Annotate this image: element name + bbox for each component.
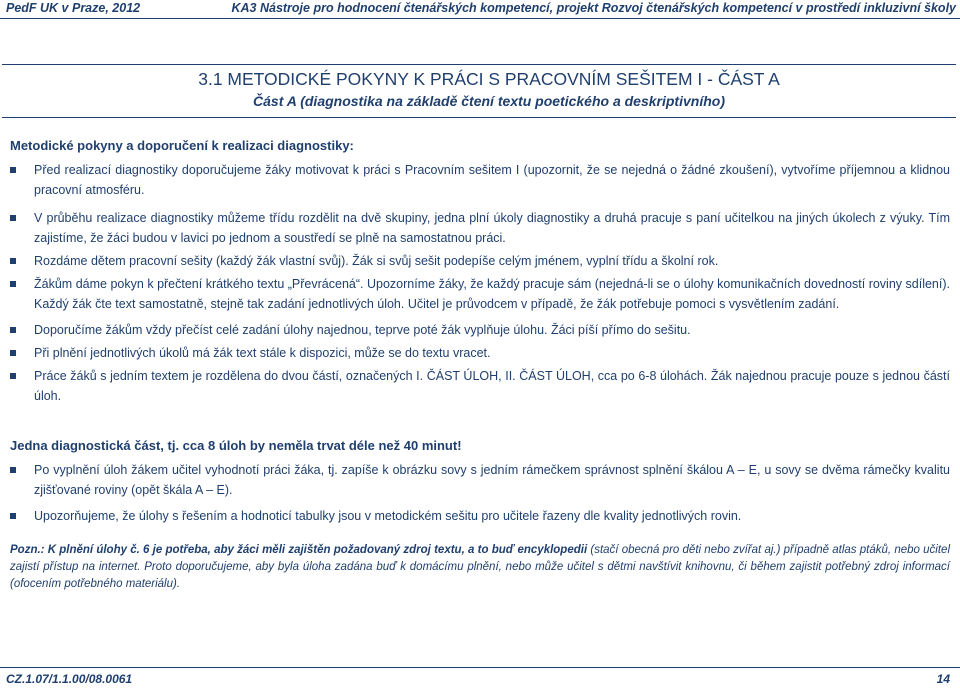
bullet-icon bbox=[10, 513, 16, 519]
list-item-text: Upozorňujeme, že úlohy s řešením a hodnoticí tabulky jsou v metodickém sešitu pro učitele řazeny dle kvality jednotlivých rovin. bbox=[34, 509, 742, 523]
header-divider bbox=[0, 18, 960, 19]
list-item bbox=[10, 366, 950, 406]
list-item bbox=[10, 460, 950, 500]
bullet-icon bbox=[10, 327, 16, 333]
list-item-text: Při plnění jednotlivých úkolů má žák text stále k dispozici, může se do textu vracet. bbox=[34, 346, 491, 360]
time-limit-heading: Jedna diagnostická část, tj. cca 8 úloh by neměla trvat déle než 40 minut! bbox=[10, 438, 462, 453]
page-number: 14 bbox=[936, 672, 950, 686]
list-item-text: Žákům dáme pokyn k přečtení krátkého textu „Převrácená“. Upozorníme žáky, že každý pracuje sám (nejedná-li se o úlohy komunikačních dovedností roviny sdílení). Každý žák čte text samostatně, stejně tak zadání jednotlivých úloh. Učitel je průvodcem v případě, že žák potřebuje pomoci s vysvětlením zadání. bbox=[34, 277, 950, 311]
footnote-rest: (stačí obecná pro děti nebo zvířat aj.) případně atlas ptáků, nebo učitel zajistí přístup na internet. Proto doporučujeme, aby byla úloha zadána buď k domácímu plnění, nebo může učitel s dětmi navštívit knihovnu, či během zajistit potřebný zdroj informací (ofocením potřebného materiálu). bbox=[10, 544, 950, 590]
bullet-icon bbox=[10, 281, 16, 287]
footnote-bold: Pozn.: K plnění úlohy č. 6 je potřeba, aby žáci měli zajištěn požadovaný zdroj textu, a to buď encyklopedii bbox=[10, 544, 588, 556]
instructions-list bbox=[10, 160, 950, 406]
list-item-text: Doporučíme žákům vždy přečíst celé zadání úlohy najednou, teprve poté žák vyplňuje úlohu. Žáci píší přímo do sešitu. bbox=[34, 323, 691, 337]
list-item bbox=[10, 251, 950, 271]
page-title: 3.1 METODICKÉ POKYNY K PRÁCI S PRACOVNÍM SEŠITEM I - ČÁST A bbox=[198, 69, 780, 89]
list-item bbox=[10, 208, 950, 248]
section-heading: Metodické pokyny a doporučení k realizaci diagnostiky: bbox=[10, 138, 354, 153]
list-item bbox=[10, 160, 950, 200]
bullet-icon bbox=[10, 373, 16, 379]
page-subtitle: Část A (diagnostika na základě čtení textu poetického a deskriptivního) bbox=[253, 93, 725, 109]
evaluation-list bbox=[10, 460, 950, 526]
page-header bbox=[0, 0, 960, 18]
title-box bbox=[2, 64, 956, 118]
list-item-text: Rozdáme dětem pracovní sešity (každý žák vlastní svůj). Žák si svůj sešit podepíše celým jménem, vyplní třídu a školní rok. bbox=[34, 254, 719, 268]
list-item bbox=[10, 343, 950, 363]
bullet-icon bbox=[10, 350, 16, 356]
list-item bbox=[10, 320, 950, 340]
bullet-icon bbox=[10, 215, 16, 221]
list-item-text: Po vyplnění úloh žákem učitel vyhodnotí práci žáka, tj. zapíše k obrázku sovy s jedním rámečkem správnost splnění škálou A – E, u sovy se dvěma rámečky kvalitu zjišťované roviny (opět škála A – E). bbox=[34, 463, 950, 497]
bullet-icon bbox=[10, 167, 16, 173]
footer-divider bbox=[0, 667, 960, 668]
list-item-text: Práce žáků s jedním textem je rozdělena do dvou částí, označených I. ČÁST ÚLOH, II. ČÁST ÚLOH, cca po 6-8 úlohách. Žák najednou pracuje pouze s jednou částí úloh. bbox=[34, 369, 950, 403]
header-institution: PedF UK v Praze, 2012 bbox=[6, 1, 141, 15]
list-item bbox=[10, 506, 950, 526]
footer-project-code: CZ.1.07/1.1.00/08.0061 bbox=[6, 672, 133, 686]
list-item-text: Před realizací diagnostiky doporučujeme žáky motivovat k práci s Pracovním sešitem I (upozornit, že se nejedná o žádné zkoušení), vytvoříme příjemnou a klidnou pracovní atmosféru. bbox=[34, 163, 950, 197]
bullet-icon bbox=[10, 467, 16, 473]
list-item bbox=[10, 274, 950, 314]
footnote bbox=[10, 542, 950, 593]
list-item-text: V průběhu realizace diagnostiky můžeme třídu rozdělit na dvě skupiny, jedna plní úkoly diagnostiky a druhá pracuje s paní učitelkou na jiných úkolech z výuky. Tím zajistíme, že žáci budou v lavici po jednom a soustředí se plně na samostatnou práci. bbox=[34, 211, 950, 245]
bullet-icon bbox=[10, 258, 16, 264]
header-project: KA3 Nástroje pro hodnocení čtenářských kompetencí, projekt Rozvoj čtenářských kompetencí v prostředí inkluzivní školy bbox=[231, 1, 956, 15]
